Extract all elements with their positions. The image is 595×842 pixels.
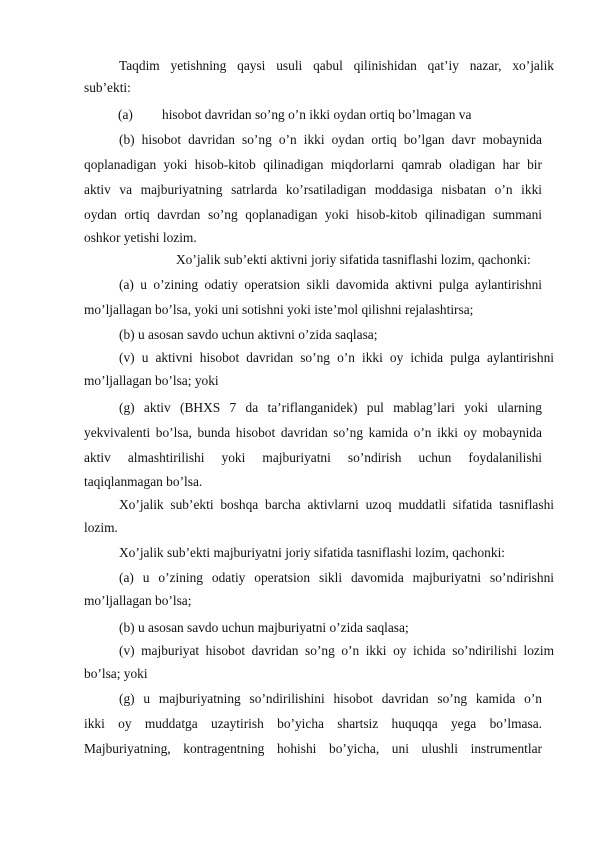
paragraph-line: mo’ljallagan bo’lsa; — [84, 593, 192, 608]
paragraph-line: (b) u asosan savdo uchun aktivni o’zida saqlasa; — [119, 327, 378, 342]
paragraph-line: Xo’jalik sub’ekti majburiyatni joriy sifatida tasniflashi lozim, qachonki: — [119, 545, 506, 560]
paragraph-line: (b) u asosan savdo uchun majburiyatni o’zida saqlasa; — [119, 620, 409, 635]
paragraph-line: (v) u aktivni hisobot davridan so’ng o’n ikki oy ichida pulga aylantirishni — [119, 350, 554, 365]
paragraph-line: Xo’jalik sub’ekti aktivni joriy sifatida tasniflashi lozim, qachonki: — [176, 252, 531, 267]
paragraph-line: yekvivalenti bo’lsa, bunda hisobot davridan so’ng kamida o’n ikki oy mobaynida — [84, 425, 542, 440]
paragraph-line: aktiv almashtirilishi yoki majburiyatni so’ndirish uchun foydalanilishi — [84, 450, 542, 465]
paragraph-line: (a) u o’zining odatiy operatsion sikli davomida majburiyatni so’ndirishni — [119, 570, 554, 585]
paragraph-line: bo’lsa; yoki — [84, 666, 148, 681]
paragraph-line: oshkor yetishi lozim. — [84, 230, 197, 245]
paragraph-line: taqiqlanmagan bo’lsa. — [84, 474, 203, 489]
list-marker: (a) — [118, 107, 133, 122]
paragraph-line: lozim. — [84, 520, 118, 535]
paragraph-line: (b) hisobot davridan so’ng o’n ikki oydan ortiq bo’lgan davr mobaynida — [119, 132, 542, 147]
paragraph-line: Majburiyatning, kontragentning hohishi bo’yicha, uni ulushli instrumentlar — [84, 741, 542, 756]
paragraph-line: aktiv va majburiyatning satrlarda ko’rsatiladigan moddasiga nisbatan o’n ikki — [84, 182, 542, 197]
paragraph-line: (g) aktiv (BHXS 7 da ta’riflanganidek) pul mablag’lari yoki ularning — [119, 400, 542, 415]
paragraph-line: hisobot davridan so’ng o’n ikki oydan ortiq bo’lmagan va — [162, 107, 472, 122]
paragraph-line: Taqdim yetishning qaysi usuli qabul qilinishidan qat’iy nazar, xo’jalik — [119, 58, 554, 73]
paragraph-line: (a) u o’zining odatiy operatsion sikli davomida aktivni pulga aylantirishni — [119, 277, 542, 292]
paragraph-line: mo’ljallagan bo’lsa; yoki — [84, 373, 219, 388]
paragraph-line: Xo’jalik sub’ekti boshqa barcha aktivlarni uzoq muddatli sifatida tasniflashi — [119, 497, 554, 512]
paragraph-line: qoplanadigan yoki hisob-kitob qilinadigan miqdorlarni qamrab oladigan har bir — [84, 157, 542, 172]
paragraph-line: (g) u majburiyatning so’ndirilishini hisobot davridan so’ng kamida o’n — [119, 691, 542, 706]
paragraph-line: mo’ljallagan bo’lsa, yoki uni sotishni yoki iste’mol qilishni rejalashtirsa; — [84, 302, 474, 317]
paragraph-line: (v) majburiyat hisobot davridan so’ng o’n ikki oy ichida so’ndirilishi lozim — [119, 643, 554, 658]
paragraph-line: ikki oy muddatga uzaytirish bo’yicha shartsiz huquqqa yega bo’lmasa. — [84, 716, 542, 731]
paragraph-line: sub’ekti: — [84, 80, 131, 95]
paragraph-line: oydan ortiq davrdan so’ng qoplanadigan yoki hisob-kitob qilinadigan summani — [84, 207, 542, 222]
